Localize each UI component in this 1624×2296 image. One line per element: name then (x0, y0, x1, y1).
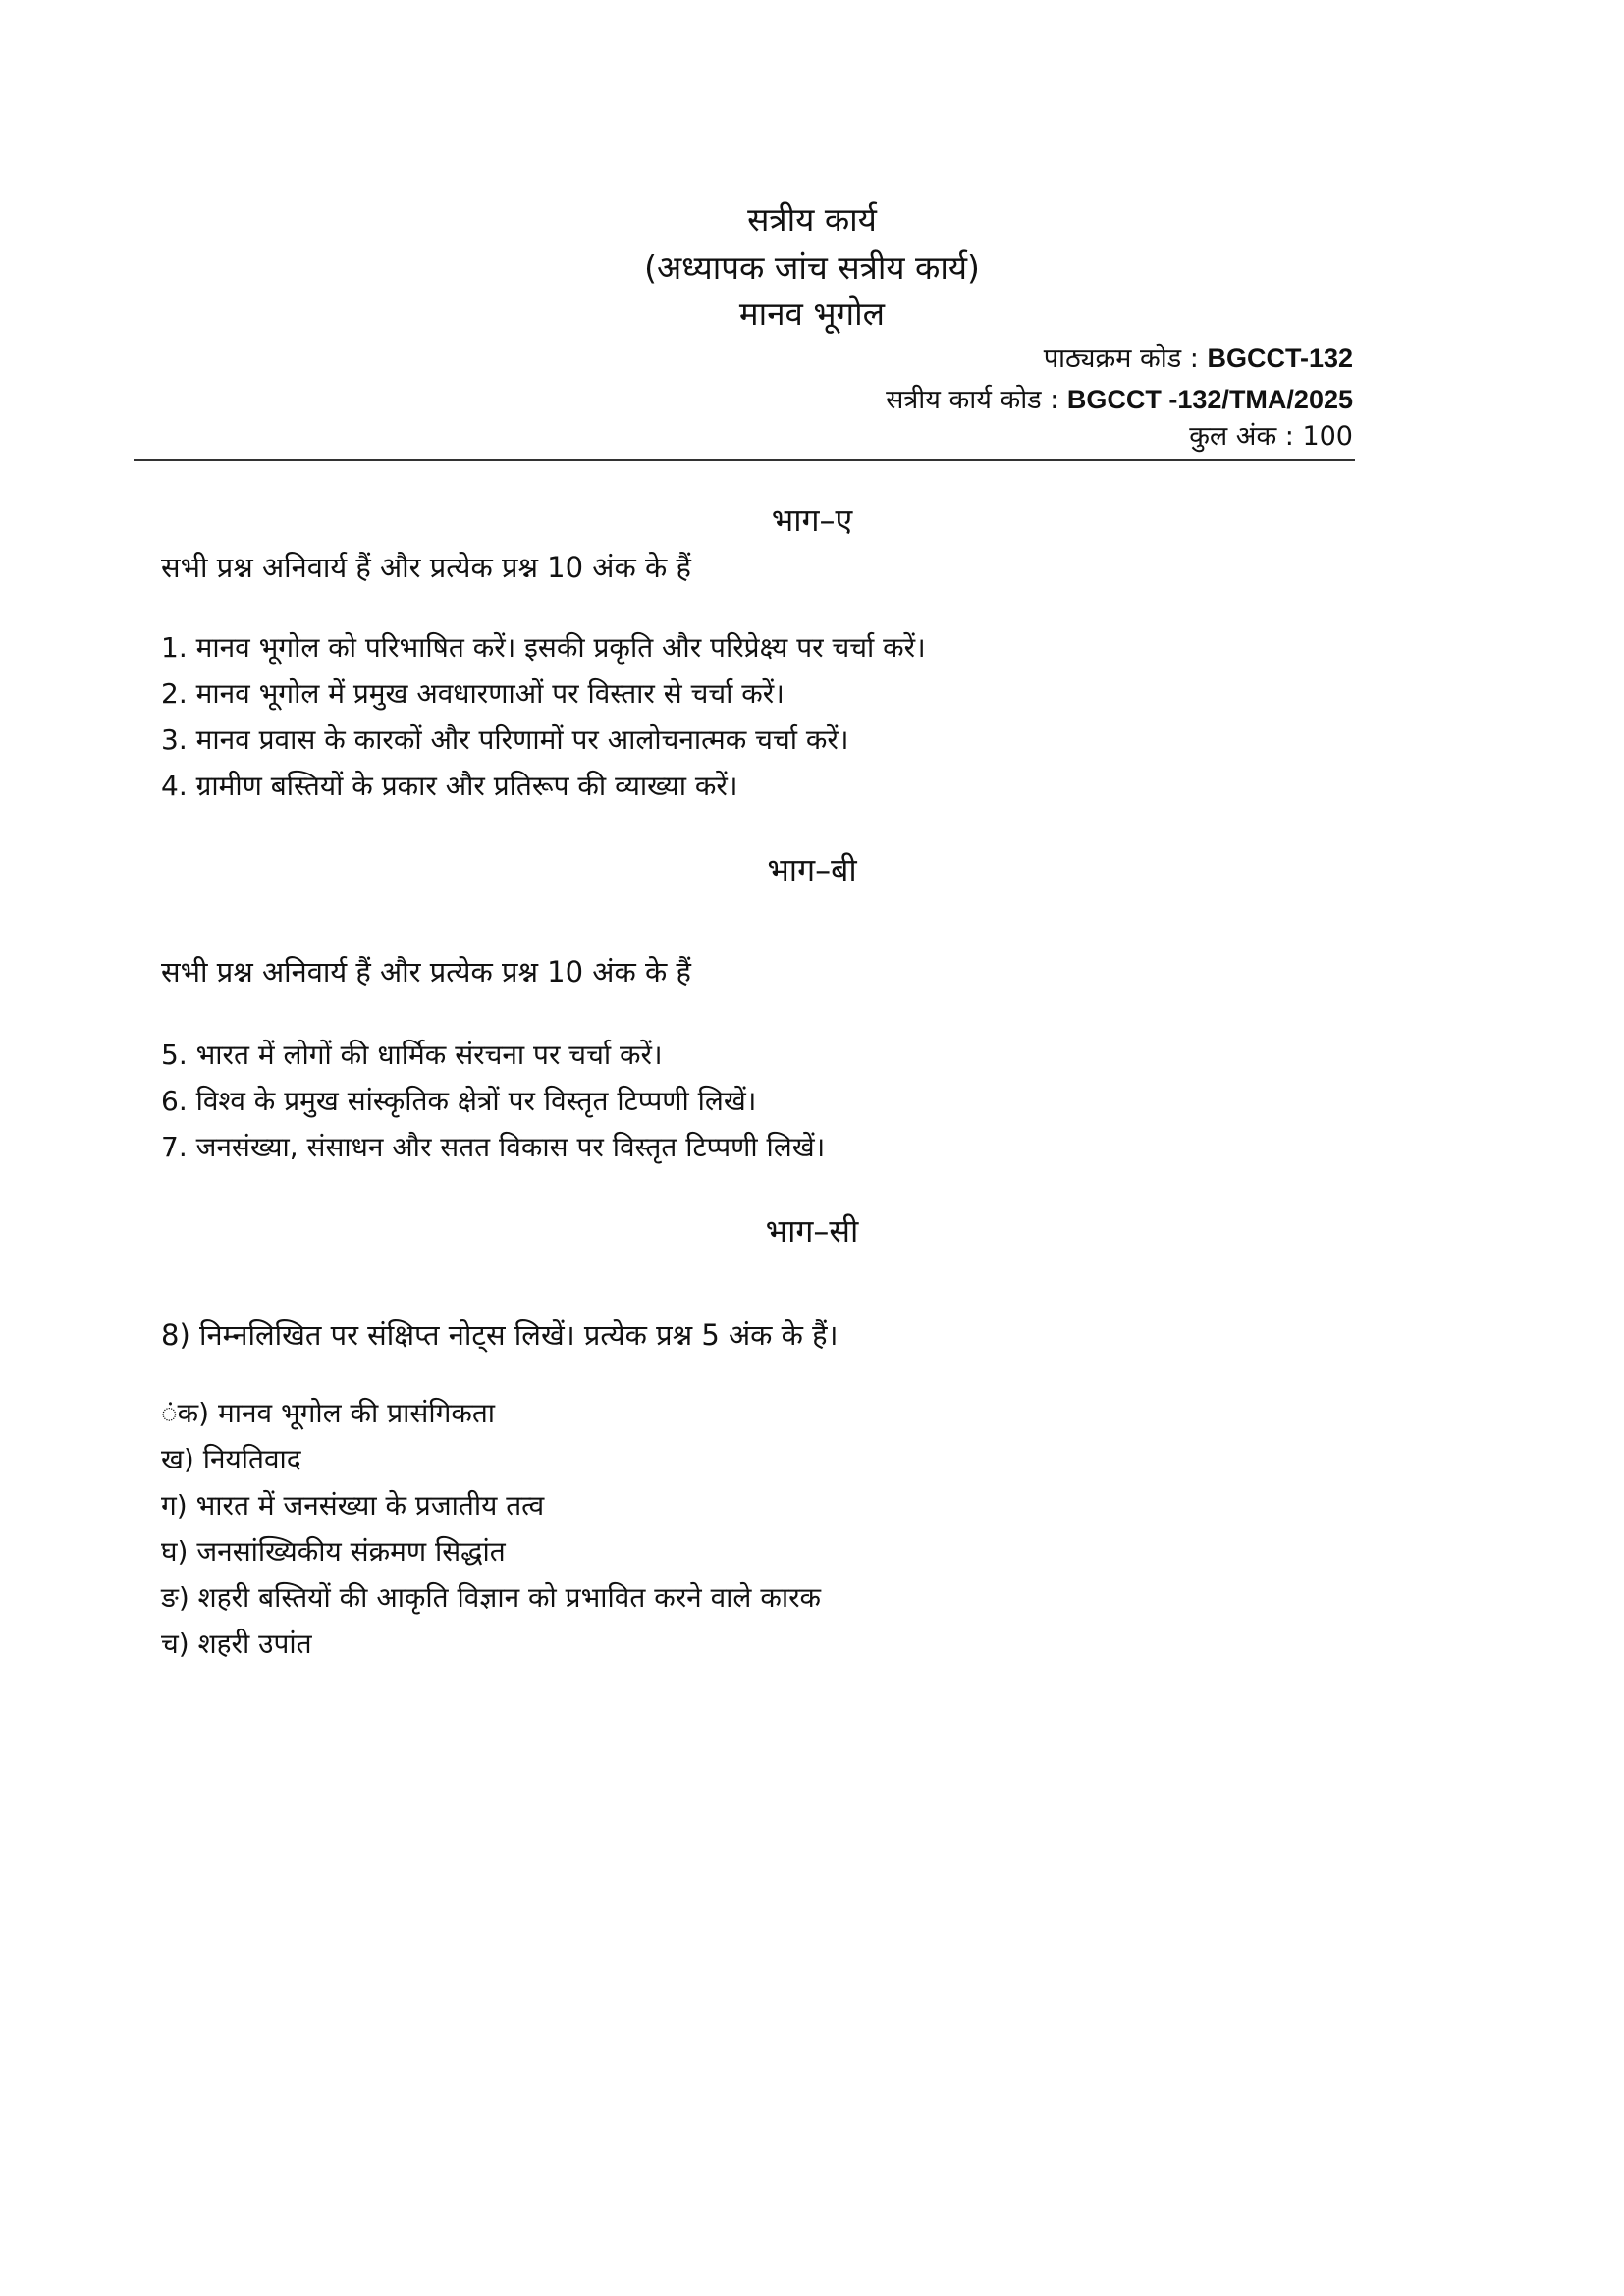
note-item: ङ) शहरी बस्तियों की आकृति विज्ञान को प्रभावित करने वाले कारक (161, 1581, 822, 1614)
question-item: 4. ग्रामीण बस्तियों के प्रकार और प्रतिरूप की व्याख्या करें। (161, 770, 738, 802)
document-subtitle: (अध्यापक जांच सत्रीय कार्य) (644, 248, 980, 287)
section-a-instruction: सभी प्रश्न अनिवार्य हैं और प्रत्येक प्रश्न 10 अंक के हैं (161, 551, 691, 584)
subject-title: मानव भूगोल (738, 294, 886, 333)
section-c-instruction: 8) निम्नलिखित पर संक्षिप्त नोट्स लिखें। प्रत्येक प्रश्न 5 अंक के हैं। (161, 1318, 839, 1352)
question-item: 6. विश्व के प्रमुख सांस्कृतिक क्षेत्रों पर विस्तृत टिप्पणी लिखें। (161, 1085, 757, 1117)
total-marks (1189, 420, 1353, 454)
section-c-heading: भाग–सी (765, 1212, 859, 1250)
header-divider (134, 459, 1355, 461)
assignment-code-value: BGCCT -132/TMA/2025 (1066, 385, 1353, 414)
question-item: 1. मानव भूगोल को परिभाषित करें। इसकी प्रकृति और परिप्रेक्ष्य पर चर्चा करें। (161, 631, 926, 664)
note-item: घ) जनसांख्यिकीय संक्रमण सिद्धांत (161, 1535, 506, 1568)
assignment-code-label: सत्रीय कार्य कोड : (886, 385, 1059, 415)
question-item: 2. मानव भूगोल में प्रमुख अवधारणाओं पर विस्तार से चर्चा करें। (161, 677, 785, 710)
assignment-code (886, 383, 1353, 417)
total-marks-label: कुल अंक : (1189, 421, 1294, 452)
section-b-instruction: सभी प्रश्न अनिवार्य हैं और प्रत्येक प्रश्न 10 अंक के हैं (161, 955, 691, 988)
note-item: ख) नियतिवाद (161, 1443, 301, 1475)
question-item: 5. भारत में लोगों की धार्मिक संरचना पर चर्चा करें। (161, 1039, 663, 1071)
course-code-value: BGCCT-132 (1207, 344, 1353, 373)
question-item: 3. मानव प्रवास के कारकों और परिणामों पर आलोचनात्मक चर्चा करें। (161, 723, 849, 756)
question-item: 7. जनसंख्या, संसाधन और सतत विकास पर विस्तृत टिप्पणी लिखें। (161, 1131, 826, 1163)
section-a-heading: भाग–ए (771, 502, 853, 539)
total-marks-value: 100 (1302, 421, 1353, 452)
section-b-heading: भाग–बी (767, 851, 857, 888)
document-title: सत्रीय कार्य (747, 200, 877, 239)
note-item: च) शहरी उपांत (161, 1628, 312, 1660)
note-item: ग) भारत में जनसंख्या के प्रजातीय तत्व (161, 1489, 545, 1522)
note-item: ंक) मानव भूगोल की प्रासंगिकता (161, 1397, 496, 1429)
course-code (1044, 342, 1353, 376)
course-code-label: पाठ्यक्रम कोड : (1043, 344, 1199, 374)
